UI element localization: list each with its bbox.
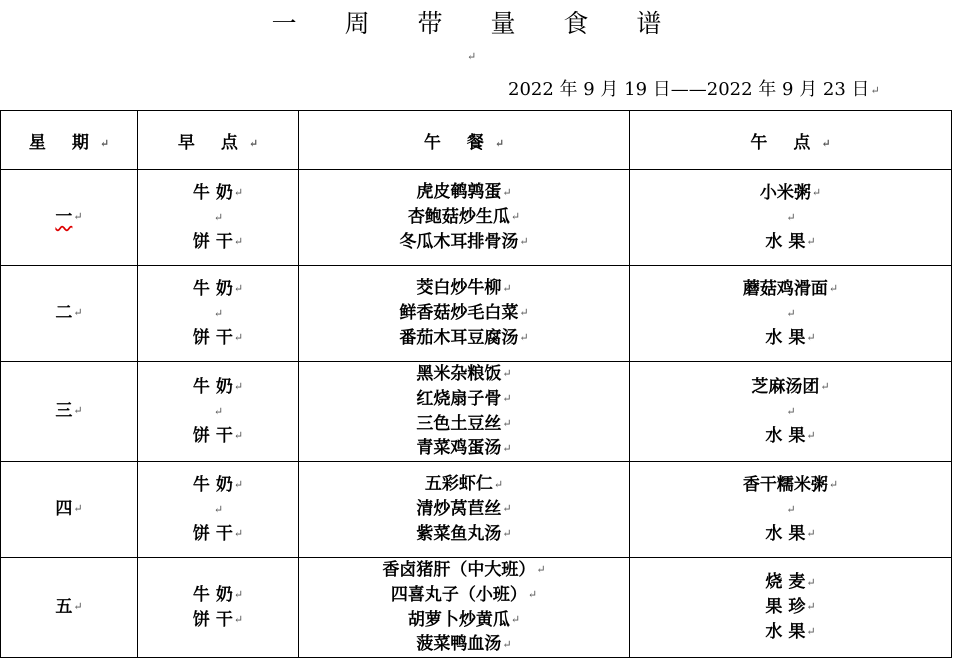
menu-item: 水 果↵ [765,327,816,348]
breakfast-cell [138,266,299,362]
menu-item: 牛 奶↵ [192,474,244,495]
lunch-cell [299,266,630,362]
empty-line: ↵ [213,502,224,516]
table-row [1,362,952,462]
breakfast-cell [138,462,299,558]
menu-item: 饼 干↵ [192,327,244,348]
menu-item: 菠菜鸭血汤↵ [416,634,512,655]
menu-item: 牛 奶↵ [192,584,244,605]
menu-item: 杏鲍菇炒生瓜↵ [407,207,521,228]
menu-table [0,110,952,658]
menu-item: 牛 奶↵ [192,182,244,203]
menu-item: 牛 奶↵ [192,376,244,397]
header-row [1,111,952,170]
header-lunch: 午 餐↵ [299,111,630,170]
snack-cell [630,462,952,558]
breakfast-cell [138,170,299,266]
menu-item: 饼 干↵ [192,609,244,630]
snack-cell [630,266,952,362]
header-breakfast: 早 点↵ [138,111,299,170]
page-title: 一 周 带 量 食 谱 [271,9,682,38]
paragraph-mark: ↵ [467,50,477,63]
menu-item: 四喜丸子（小班）↵ [390,584,538,605]
lunch-cell [299,170,630,266]
day-cell: 一↵ [1,170,138,266]
empty-line: ↵ [786,306,796,320]
menu-item: 茭白炒牛柳↵ [416,278,512,299]
menu-item: 青菜鸡蛋汤↵ [416,438,512,459]
menu-item: 水 果↵ [765,231,816,252]
snack-cell [630,170,952,266]
menu-item: 芝麻汤团↵ [751,376,830,397]
day-cell: 二↵ [1,266,138,362]
day-cell: 五↵ [1,558,138,658]
date-range: 2022 年 9 月 19 日——2022 年 9 月 23 日↵ [508,79,880,100]
table-row [1,558,952,658]
menu-item: 水 果↵ [765,523,816,544]
menu-item: 紫菜鱼丸汤↵ [416,523,512,544]
header-day: 星 期↵ [1,111,138,170]
empty-line: ↵ [786,210,796,224]
menu-item: 烧 麦↵ [765,572,816,593]
menu-item: 饼 干↵ [192,425,244,446]
empty-line: ↵ [213,404,224,418]
menu-item: 饼 干↵ [192,231,244,252]
menu-item: 胡萝卜炒黄瓜↵ [407,609,521,630]
menu-item: 鲜香菇炒毛白菜↵ [399,303,529,324]
menu-item: 饼 干↵ [192,523,244,544]
menu-item: 虎皮鹌鹑蛋↵ [416,182,512,203]
snack-cell [630,362,952,462]
menu-item: 黑米杂粮饭↵ [416,364,512,384]
header-snack: 午 点↵ [630,111,952,170]
menu-item: 香干糯米粥↵ [742,474,839,495]
menu-item: 冬瓜木耳排骨汤↵ [399,231,529,252]
breakfast-cell [138,362,299,462]
lunch-cell [299,362,630,462]
lunch-cell [299,462,630,558]
empty-line: ↵ [213,306,224,320]
menu-item: 香卤猪肝（中大班）↵ [382,560,546,580]
menu-item: 小米粥↵ [759,182,822,203]
empty-line: ↵ [213,210,224,224]
day-cell: 四↵ [1,462,138,558]
menu-item: 果 珍↵ [765,597,816,618]
breakfast-cell [138,558,299,658]
menu-item: 五彩虾仁↵ [424,474,504,495]
table-row [1,170,952,266]
empty-line: ↵ [786,502,796,516]
menu-item: 水 果↵ [765,425,816,446]
menu-item: 蘑菇鸡滑面↵ [742,278,839,299]
snack-cell [630,558,952,658]
lunch-cell [299,558,630,658]
menu-item: 清炒莴苣丝↵ [416,499,512,520]
table-row [1,462,952,558]
menu-item: 三色土豆丝↵ [416,413,512,434]
menu-item: 牛 奶↵ [192,278,244,299]
empty-line: ↵ [786,404,796,418]
day-cell: 三↵ [1,362,138,462]
table-row [1,266,952,362]
menu-item: 红烧扇子骨↵ [416,388,512,409]
menu-item: 水 果↵ [765,621,816,642]
menu-item: 番茄木耳豆腐汤↵ [399,327,529,348]
